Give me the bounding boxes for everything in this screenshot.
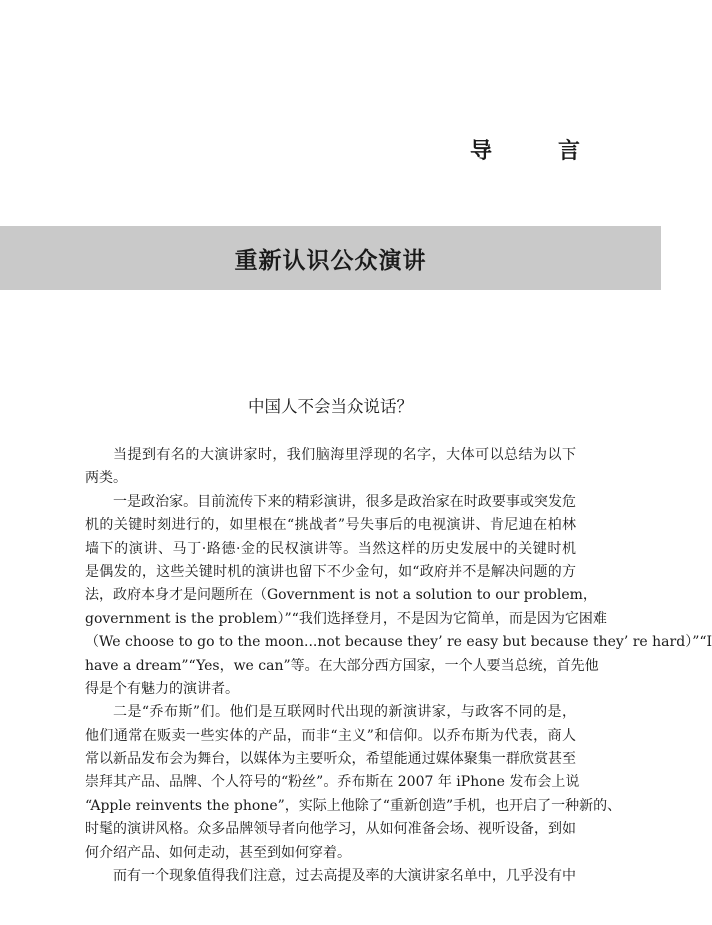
text-line: 而有一个现象值得我们注意，过去高提及率的大演讲家名单中，几乎没有中 [113, 868, 576, 885]
chapter-heading [470, 134, 580, 165]
text-line: 崇拜其产品、品牌、个人符号的“粉丝”。乔布斯在 2007 年 iPhone 发布会上说 [85, 774, 580, 791]
text-line: 一是政治家。目前流传下来的精彩演讲，很多是政治家在时政要事或突发危 [113, 493, 576, 510]
text-line: 何介绍产品、如何走动，甚至到如何穿着。 [85, 844, 351, 861]
text-line: 他们通常在贩卖一些实体的产品，而非“主义”和信仰。以乔布斯为代表，商人 [85, 727, 576, 744]
text-line: （We choose to go to the moon...not because they’ re easy but because they’ re hard）”“I [85, 634, 712, 651]
text-line: “Apple reinvents the phone”，实际上他除了“重新创造”手机，也开启了一种新的、 [85, 797, 622, 814]
text-line: 常以新品发布会为舞台，以媒体为主要听众，希望能通过媒体聚集一群欣赏甚至 [85, 751, 576, 768]
section-title: 中国人不会当众说话？ [248, 397, 413, 416]
text-line: 墙下的演讲、马丁·路德·金的民权演讲等。当然这样的历史发展中的关键时机 [85, 540, 576, 557]
text-line: 两类。 [85, 470, 127, 487]
text-line: 法，政府本身才是问题所在（Government is not a solution to our problem， [85, 587, 597, 604]
chapter-heading-char: 言 [557, 139, 580, 164]
body-text [85, 444, 712, 888]
chapter-heading-char: 导 [470, 139, 493, 164]
text-line: 是偶发的，这些关键时机的演讲也留下不少金句，如“政府并不是解决问题的方 [85, 563, 576, 580]
text-line: have a dream”“Yes，we can”等。在大部分西方国家，一个人要当总统，首先他 [85, 657, 599, 674]
text-line: 得是个有魅力的演讲者。 [85, 680, 239, 697]
text-line: government is the problem）”“我们选择登月，不是因为它简单，而是因为它困难 [85, 610, 607, 627]
text-line: 当提到有名的大演讲家时，我们脑海里浮现的名字，大体可以总结为以下 [113, 447, 576, 463]
text-line: 机的关键时刻进行的，如里根在“挑战者”号失事后的电视演讲、肯尼迪在柏林 [85, 517, 576, 534]
text-line: 二是“乔布斯”们。他们是互联网时代出现的新演讲家，与政客不同的是， [113, 704, 576, 721]
chapter-title: 重新认识公众演讲 [234, 247, 427, 274]
text-line: 时髦的演讲风格。众多品牌领导者向他学习，从如何准备会场、视听设备，到如 [85, 821, 576, 838]
chapter-title-band [0, 226, 661, 290]
